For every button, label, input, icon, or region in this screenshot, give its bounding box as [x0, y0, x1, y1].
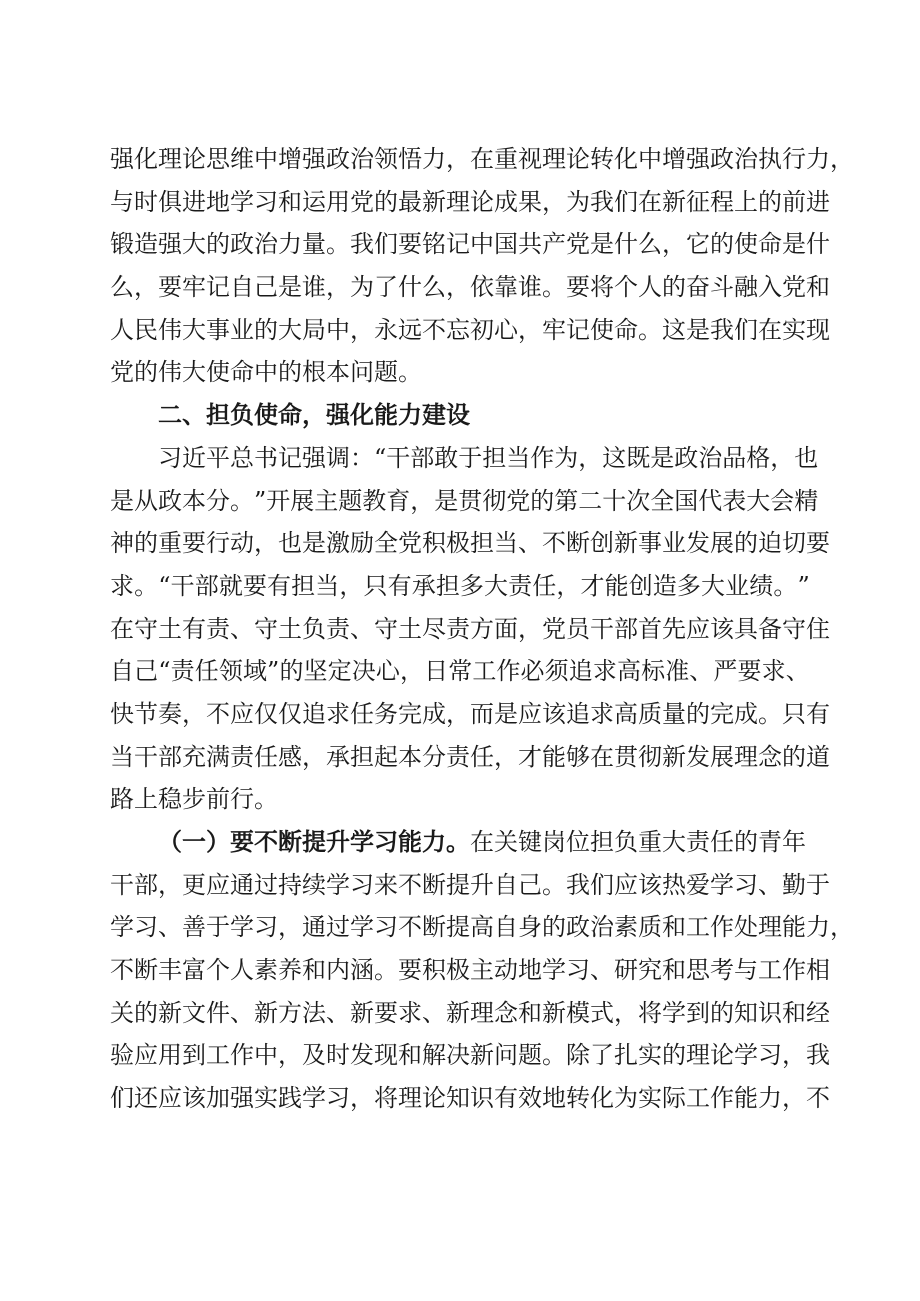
- paragraph-2: [110, 437, 830, 821]
- paragraph-line: 么 ， 要 牢 记 自 己 是 谁 ， 为 了 什 么 ， 依 靠 谁 。 要 将 个 人 的 奋 斗 融 入 党 和: [110, 273, 830, 302]
- paragraph-line: 当 干 部 充 满 责 任 感 ， 承 担 起 本 分 责 任 ， 才 能 够 在 贯 彻 新 发 展 理 念 的 道: [110, 742, 830, 771]
- section-heading: 二、担负使命，强化能力建设: [158, 400, 470, 430]
- paragraph-line: 快 节 奏 ， 不 应 仅 仅 追 求 任 务 完 成 ， 而 是 应 该 追 求 高 质 量 的 完 成 。 只 有: [110, 699, 830, 728]
- paragraph-line: 神 的 重 要 行 动 ， 也 是 激 励 全 党 积 极 担 当 、 不 断 创 新 事 业 发 展 的 迫 切 要: [110, 529, 830, 558]
- paragraph-line: 强 化 理 论 思 维 中 增 强 政 治 领 悟 力 ， 在 重 视 理 论 转 化 中 增 强 政 治 执 行 力 ，: [110, 145, 854, 173]
- paragraph-line: 锻 造 强 大 的 政 治 力 量 。 我 们 要 铭 记 中 国 共 产 党 是 什 么 ， 它 的 使 命 是 什: [110, 230, 830, 259]
- paragraph-line: 党的伟大使命中的根本问题。: [110, 358, 422, 387]
- paragraph-1: [110, 138, 854, 394]
- paragraph-line: 不 断 丰 富 个 人 素 养 和 内 涵 。 要 积 极 主 动 地 学 习 、 研 究 和 思 考 与 工 作 相: [110, 956, 830, 985]
- paragraph-line: 是 从 政 本 分 。 ” 开 展 主 题 教 育 ， 是 贯 彻 党 的 第 二 十 次 全 国 代 表 大 会 精: [110, 486, 819, 515]
- paragraph-line: 关 的 新 文 件 、 新 方 法 、 新 要 求 、 新 理 念 和 新 模 式 ， 将 学 到 的 知 识 和 经: [110, 998, 830, 1027]
- paragraph-line: 自 己 “ 责 任 领 域 ” 的 坚 定 决 心 ， 日 常 工 作 必 须 追 求 高 标 准 、 严 要 求 、: [110, 657, 810, 686]
- paragraph-line: 路上稳步前行。: [110, 785, 278, 814]
- paragraph-line: 干 部 ， 更 应 通 过 持 续 学 习 来 不 断 提 升 自 己 。 我 们 应 该 热 爱 学 习 、 勤 于: [110, 870, 830, 899]
- paragraph-line: 习 近 平 总 书 记 强 调 ： “ 干 部 敢 于 担 当 作 为 ， 这 既 是 政 治 品 格 ， 也: [158, 443, 819, 472]
- paragraph-line: 求 。 “ 干 部 就 要 有 担 当 ， 只 有 承 担 多 大 责 任 ， 才 能 创 造 多 大 业 绩 。 ”: [110, 571, 810, 600]
- paragraph-line: 学 习 、 善 于 学 习 ， 通 过 学 习 不 断 提 高 自 身 的 政 治 素 质 和 工 作 处 理 能 力 ，: [110, 913, 854, 942]
- lead-text: 在关键岗位担负重大责任的青年: [470, 828, 806, 856]
- document-body: [110, 138, 854, 1120]
- subsection-heading: （一）要不断提升学习能力。: [158, 827, 470, 856]
- paragraph-line: 人 民 伟 大 事 业 的 大 局 中 ， 永 远 不 忘 初 心 ， 牢 记 使 命 。 这 是 我 们 在 实 现: [110, 315, 830, 344]
- paragraph-3: [110, 821, 854, 1120]
- paragraph-line: 在 守 土 有 责 、 守 土 负 责 、 守 土 尽 责 方 面 ， 党 员 干 部 首 先 应 该 具 备 守 住: [110, 614, 830, 643]
- paragraph-lead-line: [110, 821, 810, 864]
- paragraph-line: 与 时 俱 进 地 学 习 和 运 用 党 的 最 新 理 论 成 果 ， 为 我 们 在 新 征 程 上 的 前 进: [110, 187, 830, 216]
- paragraph-line: 验 应 用 到 工 作 中 ， 及 时 发 现 和 解 决 新 问 题 。 除 了 扎 实 的 理 论 学 习 ， 我: [110, 1041, 830, 1070]
- paragraph-line: 们 还 应 该 加 强 实 践 学 习 ， 将 理 论 知 识 有 效 地 转 化 为 实 际 工 作 能 力 ， 不: [110, 1084, 830, 1113]
